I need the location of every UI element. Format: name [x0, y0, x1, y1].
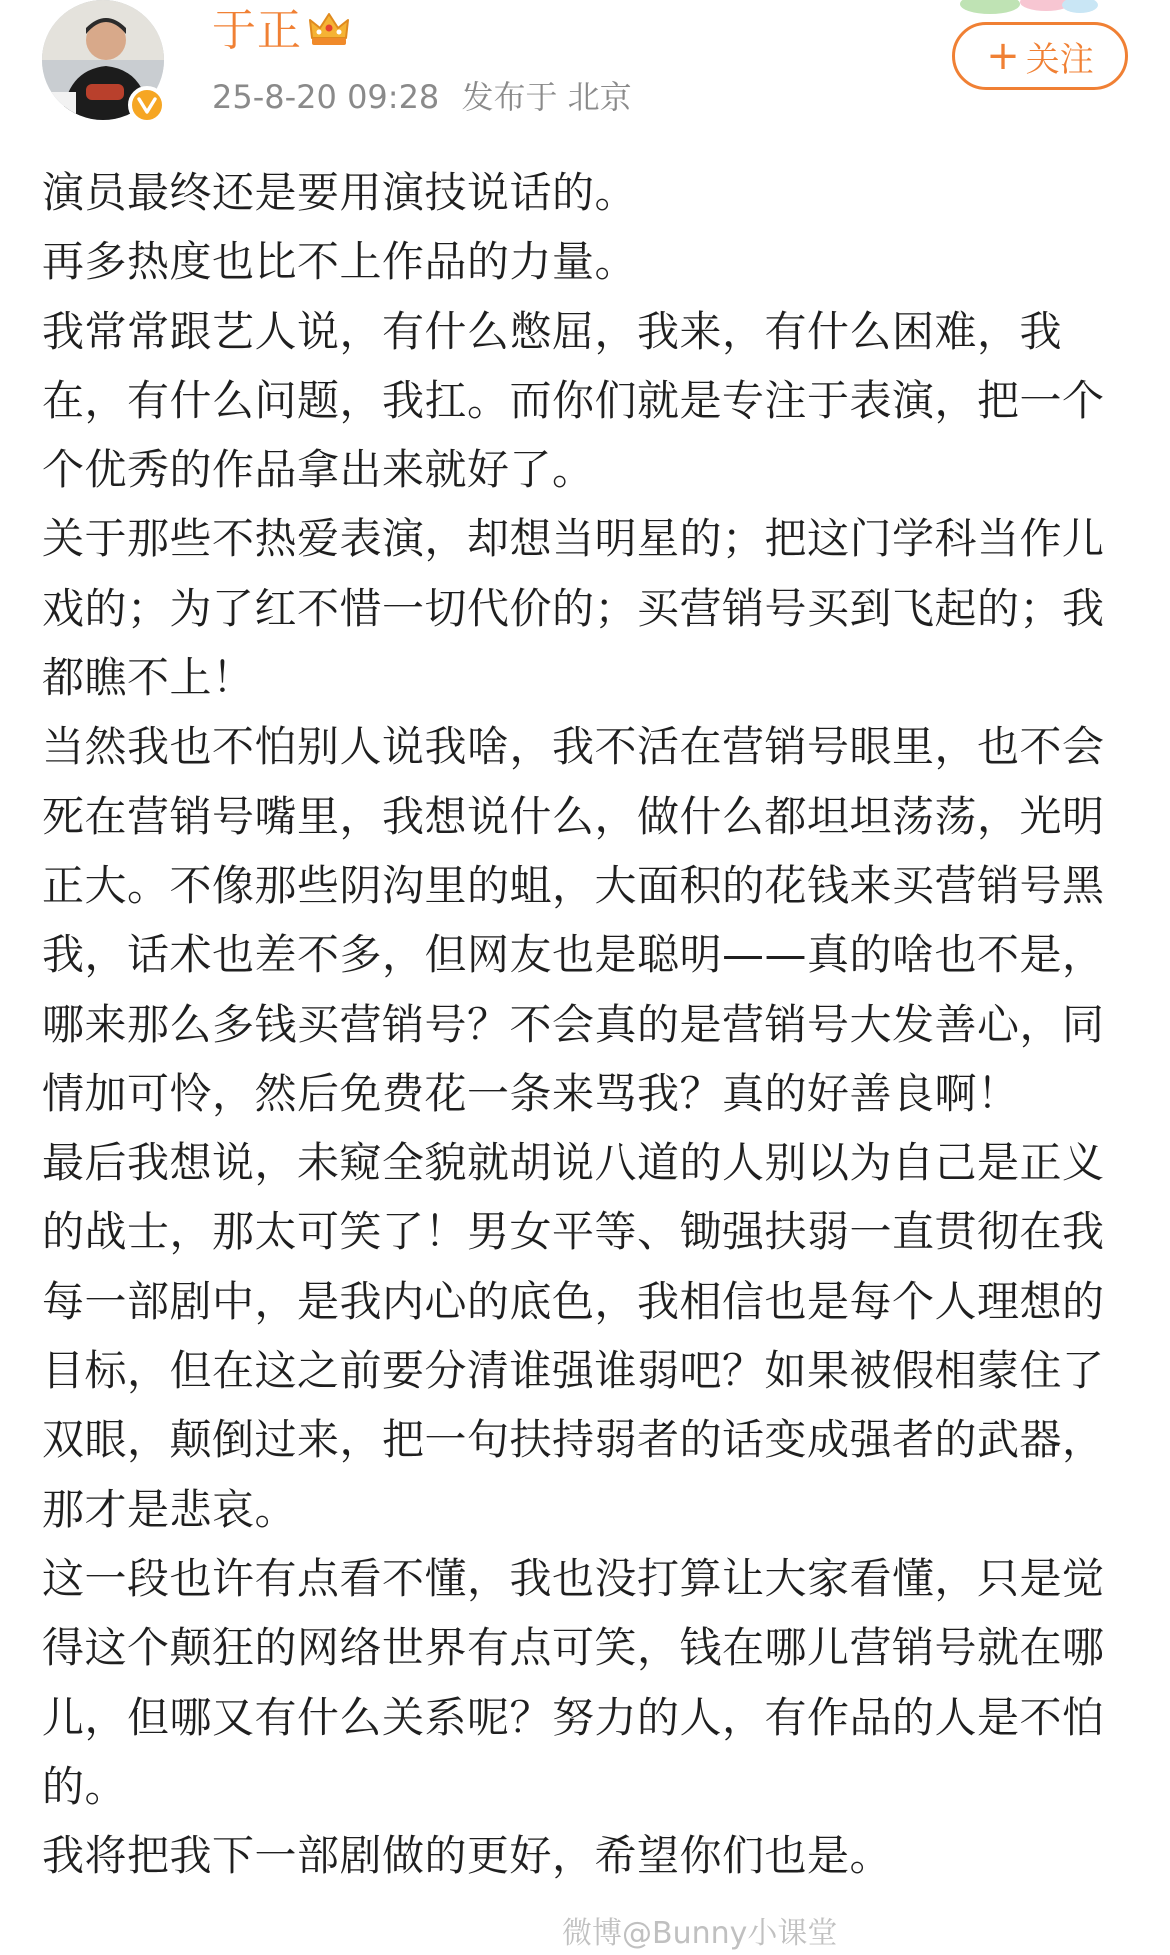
post-paragraph: 再多热度也比不上作品的力量。 — [42, 237, 638, 287]
crown-icon[interactable] — [306, 6, 352, 52]
follow-button[interactable] — [952, 22, 1128, 90]
watermark: 微博@Bunny小课堂 — [562, 1916, 838, 1951]
post-paragraph: 关于那些不热爱表演，却想当明星的；把这门学科当作儿戏的；为了红不惜一切代价的；买营销号买到飞起的；我都瞧不上！ — [42, 514, 1105, 703]
post-paragraph: 我将把我下一部剧做的更好，希望你们也是。 — [42, 1831, 893, 1881]
post-location: 发布于 北京 — [461, 78, 632, 116]
verified-badge-icon — [128, 86, 166, 124]
post-paragraph: 演员最终还是要用演技说话的。 — [42, 168, 638, 217]
plus-icon: + — [986, 33, 1020, 79]
post-paragraph: 这一段也许有点看不懂，我也没打算让大家看懂，只是觉得这个颠狂的网络世界有点可笑，钱在哪儿营销号就在哪儿，但哪又有什么关系呢？努力的人，有作品的人是不怕的。 — [42, 1553, 1105, 1811]
post-paragraph: 最后我想说，未窥全貌就胡说八道的人别以为自己是正义的战士，那太可笑了！男女平等、锄强扶弱一直贯彻在我每一部剧中，是我内心的底色，我相信也是每个人理想的目标，但在这之前要分清谁强谁弱吧？如果被假相蒙住了双眼，颠倒过来，把一句扶持弱者的话变成强者的武器，那才是悲哀。 — [42, 1138, 1105, 1534]
post-meta — [212, 74, 644, 120]
user-name[interactable]: 于正 — [212, 5, 302, 56]
decorative-sticker-icon — [950, 0, 1100, 16]
avatar-container[interactable] — [42, 0, 168, 120]
post-paragraph: 当然我也不怕别人说我啥，我不活在营销号眼里，也不会死在营销号嘴里，我想说什么，做什么都坦坦荡荡，光明正大。不像那些阴沟里的蛆，大面积的花钱来买营销号黑我，话术也差不多，但网友也是聪明——真的啥也不是，哪来那么多钱买营销号？不会真的是营销号大发善心，同情加可怜，然后免费花一条来骂我？真的好善良啊！ — [42, 722, 1105, 1118]
follow-button-label: 关注 — [1025, 39, 1094, 80]
post-header — [0, 0, 1170, 150]
post-content — [42, 158, 1132, 1890]
post-paragraph: 我常常跟艺人说，有什么憋屈，我来，有什么困难，我在，有什么问题，我扛。而你们就是专注于表演，把一个个优秀的作品拿出来就好了。 — [42, 306, 1105, 495]
post-timestamp: 25-8-20 09:28 — [212, 78, 440, 116]
